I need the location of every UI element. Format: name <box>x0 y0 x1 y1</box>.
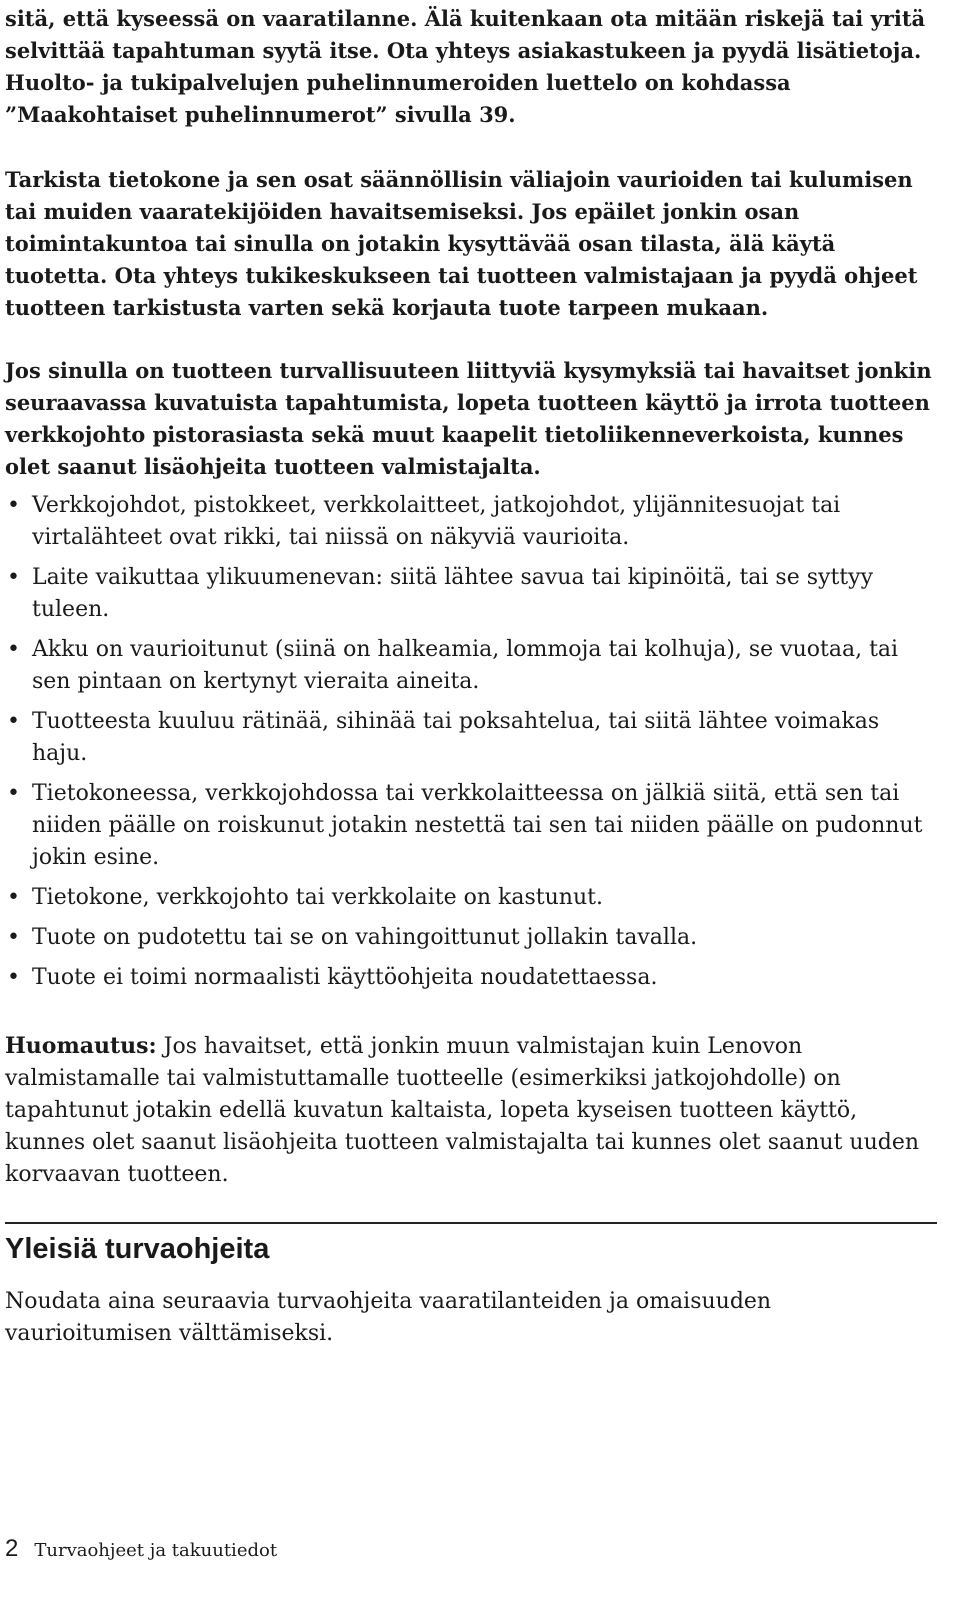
list-item: • Tuote ei toimi normaalisti käyttöohjeita noudatettaessa. <box>5 962 940 994</box>
list-item: • Tuotteesta kuuluu rätinää, sihinää tai poksahtelua, tai siitä lähtee voimakas haju. <box>5 706 940 770</box>
list-item: • Akku on vaurioitunut (siinä on halkeamia, lommoja tai kolhuja), se vuotaa, tai sen pintaan on kertynyt vieraita aineita. <box>5 634 940 698</box>
bullet-icon: • <box>7 965 20 990</box>
note-text: Jos havaitset, että jonkin muun valmistajan kuin Lenovon valmistamalle tai valmistuttamalle tuotteelle (esimerkiksi jatkojohdolle) on tapahtunut jotakin edellä kuvatun kaltaista, lopeta kyseisen tuotteen käyttö, kunnes olet saanut lisäohjeita tuotteen valmistajalta tai kunnes olet saanut uuden korvaavan tuotteen. <box>5 1034 920 1187</box>
bullet-icon: • <box>7 885 20 910</box>
section-intro: Noudata aina seuraavia turvaohjeita vaaratilanteiden ja omaisuuden vaurioitumisen välttämiseksi. <box>5 1289 772 1346</box>
list-item: • Tietokoneessa, verkkojohdossa tai verkkolaitteessa on jälkiä siitä, että sen tai niiden päälle on roiskunut jotakin nestettä tai sen tai niiden päälle on pudonnut jokin esine. <box>5 778 940 874</box>
paragraph-safety-questions: Jos sinulla on tuotteen turvallisuuteen liittyviä kysymyksiä tai havaitset jonkin seuraavassa kuvatuista tapahtumista, lopeta tuotteen käyttö ja irrota tuotteen verkkojohto pistorasiasta sekä muut kaapelit tietoliikenneverkoista, kunnes olet saanut lisäohjeita tuotteen valmistajalta. <box>5 358 932 479</box>
bullet-icon: • <box>7 637 20 662</box>
paragraph-inspection: Tarkista tietokone ja sen osat säännöllisin väliajoin vaurioiden tai kulumisen tai muiden vaaratekijöiden havaitsemiseksi. Jos epäilet jonkin osan toimintakuntoa tai sinulla on jotakin kysyttävää osan tilasta, älä käytä tuotetta. Ota yhteys tukikeskukseen tai tuotteen valmistajaan ja pyydä ohjeet tuotteen tarkistusta varten sekä korjauta tuote tarpeen mukaan. <box>5 167 918 320</box>
bullet-icon: • <box>7 493 20 518</box>
page-number: 2 <box>5 1535 19 1562</box>
list-item: • Tuote on pudotettu tai se on vahingoittunut jollakin tavalla. <box>5 922 940 954</box>
section-heading: Yleisiä turvaohjeita <box>5 1233 270 1265</box>
page-footer <box>5 1534 277 1566</box>
list-item: • Tietokone, verkkojohto tai verkkolaite on kastunut. <box>5 882 940 914</box>
list-item: • Verkkojohdot, pistokkeet, verkkolaitteet, jatkojohdot, ylijännitesuojat tai virtalähteet ovat rikki, tai niissä on näkyviä vaurioita. <box>5 490 940 554</box>
bullet-icon: • <box>7 925 20 950</box>
bullet-icon: • <box>7 781 20 806</box>
footer-title: Turvaohjeet ja takuutiedot <box>34 1540 278 1561</box>
note-label: Huomautus: <box>5 1033 157 1059</box>
hazard-list <box>5 490 940 1002</box>
list-item: • Laite vaikuttaa ylikuumenevan: siitä lähtee savua tai kipinöitä, tai se syttyy tuleen. <box>5 562 940 626</box>
note-paragraph <box>5 1030 940 1191</box>
bullet-icon: • <box>7 709 20 734</box>
paragraph-contact-support: sitä, että kyseessä on vaaratilanne. Älä kuitenkaan ota mitään riskejä tai yritä selvittää tapahtuman syytä itse. Ota yhteys asiakastukeen ja pyydä lisätietoja. Huolto- ja tukipalvelujen puhelinnumeroiden luettelo on kohdassa ”Maakohtaiset puhelinnumerot” sivulla 39. <box>5 6 926 127</box>
bullet-icon: • <box>7 565 20 590</box>
section-divider <box>5 1222 937 1224</box>
